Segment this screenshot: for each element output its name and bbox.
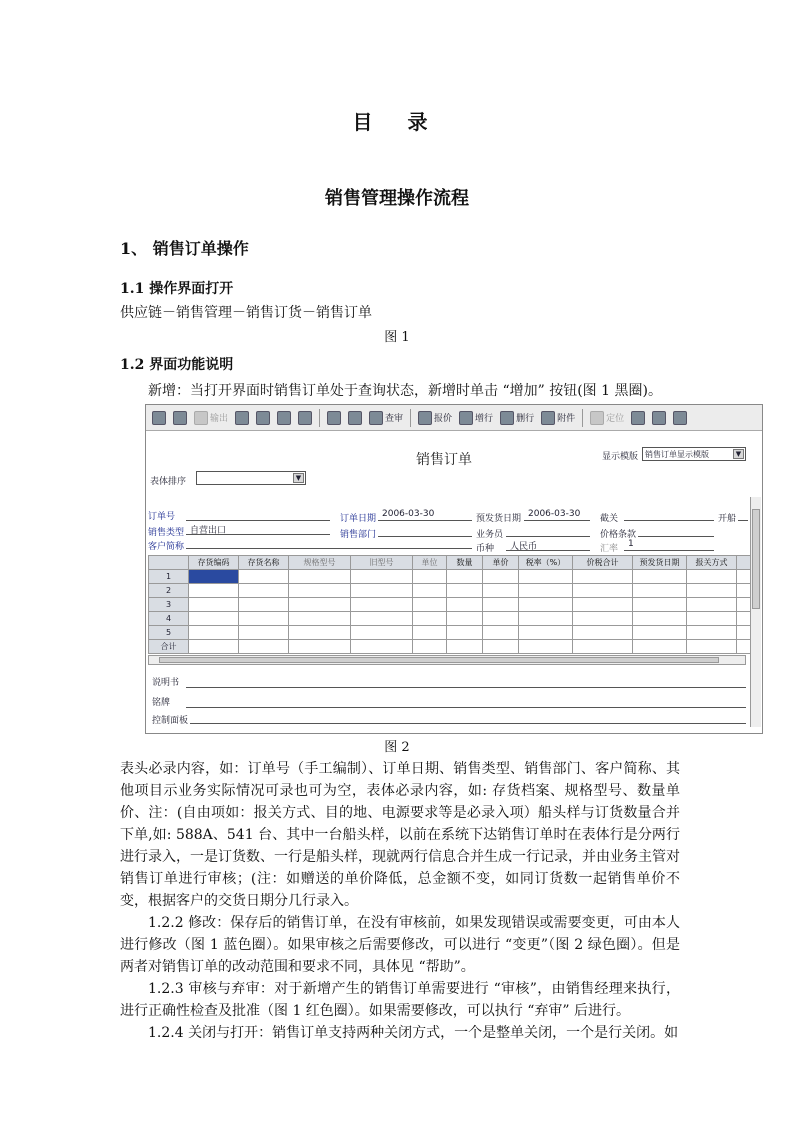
price-term-label: 价格条款 — [600, 530, 637, 540]
table-cell[interactable] — [447, 640, 483, 654]
table-cell[interactable] — [351, 570, 413, 584]
column-header[interactable]: 存货名称 — [239, 556, 289, 570]
abandon-icon[interactable] — [346, 409, 364, 427]
table-cell[interactable] — [189, 584, 239, 598]
column-header[interactable]: 预发货日期 — [633, 556, 687, 570]
order-no-field[interactable] — [186, 509, 330, 521]
table-header-row — [149, 556, 752, 570]
table-cell[interactable] — [289, 584, 351, 598]
order-lines-table — [148, 555, 752, 654]
query-icon — [369, 411, 383, 425]
table-cell[interactable] — [483, 598, 519, 612]
body-text — [120, 758, 680, 1044]
table-cell[interactable] — [413, 570, 447, 584]
table-cell[interactable] — [413, 626, 447, 640]
currency-label: 币种 — [476, 544, 495, 554]
table-cell[interactable] — [189, 570, 239, 584]
subsection-heading-1-1: 1.1 操作界面打开 — [120, 281, 234, 297]
nameplate-field-line — [186, 707, 746, 708]
toolbar-label: 报价 — [434, 414, 453, 424]
attachment-button[interactable] — [539, 409, 577, 427]
row-number: 2 — [149, 584, 189, 598]
chevron-down-icon[interactable]: ▼ — [733, 449, 744, 459]
save-icon[interactable] — [325, 409, 343, 427]
table-cell[interactable] — [573, 584, 633, 598]
export-button[interactable] — [192, 409, 230, 427]
delete-row-icon — [500, 411, 514, 425]
table-cell[interactable] — [289, 612, 351, 626]
column-header[interactable]: 数量 — [447, 556, 483, 570]
paragraph-audit: 1.2.3 审核与弃审：对于新增产生的销售订单需要进行 “审核”，由销售经理来执行，进行正确性检查及批准（图 1 红色圈）。如果需要修改，可以执行 “弃审” 后进行。 — [120, 981, 680, 1019]
exit-icon — [673, 411, 687, 425]
attachment-icon — [541, 411, 555, 425]
table-cell[interactable] — [573, 626, 633, 640]
display-template-select[interactable] — [642, 447, 746, 461]
column-header[interactable]: 旧型号 — [351, 556, 413, 570]
export-icon — [194, 411, 208, 425]
paragraph-modify: 1.2.2 修改：保存后的销售订单，在没有审核前，如果发现错误或需要变更，可由本人进行修改（图 1 蓝色圈）。如果审核之后需要修改，可以进行 “变更”（图 2 绿色圈）。但是两者对销售订单的改动范围和要求不同，具体见 “帮助”。 — [120, 915, 680, 975]
staff-label: 业务员 — [476, 530, 504, 540]
column-header[interactable]: 价税合计 — [573, 556, 633, 570]
toolbar-label: 删行 — [516, 414, 535, 424]
table-cell[interactable] — [687, 640, 737, 654]
currency-field[interactable]: 人民币 — [506, 539, 590, 551]
form-title: 销售订单 — [416, 452, 472, 468]
sales-type-field[interactable]: 自营出口 — [186, 523, 330, 535]
column-header[interactable]: 规格型号 — [289, 556, 351, 570]
toolbar-separator — [319, 409, 320, 427]
toc-title: 目 录 — [352, 110, 442, 134]
table-cell[interactable] — [633, 640, 687, 654]
table-cell[interactable] — [189, 640, 239, 654]
table-cell[interactable] — [239, 640, 289, 654]
price-button[interactable] — [416, 409, 454, 427]
table-cell[interactable] — [351, 584, 413, 598]
rate-label: 汇率 — [600, 544, 619, 554]
table-cell[interactable] — [239, 626, 289, 640]
add-row-icon — [459, 411, 473, 425]
manual-field-line — [186, 687, 746, 688]
scroll-thumb[interactable] — [159, 657, 719, 663]
table-cell[interactable] — [687, 626, 737, 640]
toolbar-label: 增行 — [475, 414, 494, 424]
grid-icon — [631, 411, 645, 425]
grid-icon[interactable] — [629, 409, 647, 427]
table-cell[interactable] — [447, 626, 483, 640]
table-row[interactable] — [149, 584, 752, 598]
column-header[interactable]: 报关方式 — [687, 556, 737, 570]
table-row[interactable] — [149, 612, 752, 626]
scroll-thumb[interactable] — [752, 509, 760, 609]
column-header[interactable]: 单位 — [413, 556, 447, 570]
copy-icon — [298, 411, 312, 425]
table-cell[interactable] — [519, 598, 573, 612]
table-cell[interactable] — [483, 570, 519, 584]
print-icon[interactable] — [150, 409, 168, 427]
table-cell[interactable] — [189, 612, 239, 626]
main-title: 销售管理操作流程 — [325, 188, 469, 209]
table-cell[interactable] — [687, 584, 737, 598]
table-cell[interactable] — [633, 598, 687, 612]
exit-icon[interactable] — [671, 409, 689, 427]
table-cell[interactable] — [239, 612, 289, 626]
sort-select[interactable] — [196, 471, 306, 485]
chevron-down-icon[interactable]: ▼ — [293, 473, 304, 483]
table-row[interactable] — [149, 570, 752, 584]
table-cell[interactable] — [351, 612, 413, 626]
table-cell[interactable] — [351, 626, 413, 640]
column-header[interactable]: 税率（%） — [519, 556, 573, 570]
table-cell[interactable] — [573, 570, 633, 584]
query-button[interactable] — [367, 409, 405, 427]
sail-field[interactable] — [738, 509, 748, 521]
dept-field[interactable] — [378, 525, 472, 537]
table-cell[interactable] — [239, 584, 289, 598]
display-template-value: 销售订单显示模版 — [645, 450, 709, 459]
toolbar-label: 附件 — [557, 414, 576, 424]
ship-date-field[interactable]: 2006-03-30 — [524, 509, 590, 521]
locate-icon — [590, 411, 604, 425]
table-cell[interactable] — [633, 626, 687, 640]
table-row[interactable] — [149, 640, 752, 654]
table-row[interactable] — [149, 626, 752, 640]
customs-label: 截关 — [600, 514, 619, 524]
delete-icon — [277, 411, 291, 425]
delete-icon[interactable] — [275, 409, 293, 427]
table-cell[interactable] — [289, 626, 351, 640]
dept-label: 销售部门 — [340, 530, 377, 540]
rate-field[interactable]: 1 — [624, 539, 714, 551]
row-number: 4 — [149, 612, 189, 626]
customer-field[interactable] — [186, 537, 472, 549]
abandon-icon — [348, 411, 362, 425]
figure-2-caption: 图 2 — [384, 740, 410, 755]
table-cell[interactable] — [189, 598, 239, 612]
table-cell[interactable] — [351, 598, 413, 612]
subsection-heading-1-2: 1.2 界面功能说明 — [120, 357, 234, 373]
table-cell[interactable] — [289, 570, 351, 584]
toolbar-label: 定位 — [606, 414, 625, 424]
sales-type-label: 销售类型 — [148, 528, 185, 538]
table-cell[interactable] — [573, 598, 633, 612]
table-cell[interactable] — [447, 598, 483, 612]
price-icon — [418, 411, 432, 425]
locate-button[interactable] — [588, 409, 626, 427]
toolbar-separator — [410, 409, 411, 427]
preview-icon[interactable] — [171, 409, 189, 427]
help-icon — [652, 411, 666, 425]
row-number: 合计 — [149, 640, 189, 654]
control-panel-label: 控制面板 — [152, 716, 189, 726]
intro-paragraph: 新增：当打开界面时销售订单处于查询状态，新增时单击 “增加” 按钮(图 1 黑圈)。 — [148, 383, 662, 399]
edit-icon — [256, 411, 270, 425]
customer-label: 客户简称 — [148, 542, 185, 552]
table-cell[interactable] — [519, 612, 573, 626]
row-number: 1 — [149, 570, 189, 584]
toolbar — [146, 405, 762, 431]
table-cell[interactable] — [413, 612, 447, 626]
edit-icon[interactable] — [254, 409, 272, 427]
section-heading: 1、 销售订单操作 — [120, 239, 249, 258]
table-cell[interactable] — [239, 598, 289, 612]
table-cell[interactable] — [413, 640, 447, 654]
table-cell[interactable] — [483, 584, 519, 598]
table-cell[interactable] — [289, 598, 351, 612]
table-cell[interactable] — [519, 626, 573, 640]
table-cell[interactable] — [239, 570, 289, 584]
manual-label: 说明书 — [152, 678, 180, 688]
table-cell[interactable] — [413, 584, 447, 598]
table-cell[interactable] — [519, 570, 573, 584]
table-cell[interactable] — [633, 584, 687, 598]
copy-icon[interactable] — [296, 409, 314, 427]
delete-row-button[interactable] — [498, 409, 536, 427]
table-cell[interactable] — [351, 640, 413, 654]
add-row-button[interactable] — [457, 409, 495, 427]
table-cell[interactable] — [573, 612, 633, 626]
order-date-label: 订单日期 — [340, 514, 377, 524]
figure-1-caption: 图 1 — [384, 330, 410, 345]
row-number: 3 — [149, 598, 189, 612]
order-date-field[interactable]: 2006-03-30 — [378, 509, 472, 521]
toolbar-label: 输出 — [210, 414, 229, 424]
table-cell[interactable] — [189, 626, 239, 640]
add-icon[interactable] — [233, 409, 251, 427]
toolbar-separator — [582, 409, 583, 427]
table-cell[interactable] — [573, 640, 633, 654]
order-no-label: 订单号 — [148, 512, 176, 522]
table-row[interactable] — [149, 598, 752, 612]
menu-path: 供应链－销售管理－销售订货－销售订单 — [120, 305, 372, 321]
column-header[interactable]: 单价 — [483, 556, 519, 570]
toolbar-label: 查审 — [385, 414, 404, 424]
table-cell[interactable] — [483, 612, 519, 626]
table-cell[interactable] — [519, 584, 573, 598]
paragraph-required-fields: 表头必录内容，如：订单号（手工编制）、订单日期、销售类型、销售部门、客户简称、其他项目示业务实际情况可录也可为空，表体必录内容，如: 存货档案、规格型号、数量单价、注：(自由项如：报关方式、目的地、电源要求等是必录入项）船头样与订货数量合并下单,如: 588A、541 台、其中一台船头样，以前在系统下达销售订单时在表体行是分两行进行录入，一是订货数、一行是船头样，现就两行信息合并生成一行记录，并由业务主管对销售订单进行审核；(注：如赠送的单价降低，总金额不变，如同订货数一起销售单价不变，根据客户的交货日期分几行录入。 — [120, 761, 680, 909]
ship-date-label: 预发货日期 — [476, 514, 522, 524]
customs-field[interactable] — [624, 509, 714, 521]
table-cell[interactable] — [687, 612, 737, 626]
preview-icon — [173, 411, 187, 425]
table-cell[interactable] — [447, 570, 483, 584]
table-cell[interactable] — [289, 640, 351, 654]
save-icon — [327, 411, 341, 425]
print-icon — [152, 411, 166, 425]
table-cell[interactable] — [519, 640, 573, 654]
row-number-header — [149, 556, 189, 570]
help-icon[interactable] — [650, 409, 668, 427]
column-header[interactable]: 存货编码 — [189, 556, 239, 570]
add-icon — [235, 411, 249, 425]
table-cell[interactable] — [633, 612, 687, 626]
display-template-label: 显示模版 — [602, 452, 639, 462]
table-cell[interactable] — [633, 570, 687, 584]
table-cell[interactable] — [687, 570, 737, 584]
vertical-scrollbar[interactable] — [750, 497, 761, 727]
staff-field[interactable] — [506, 525, 590, 537]
nameplate-label: 铭牌 — [152, 698, 171, 708]
table-cell[interactable] — [447, 612, 483, 626]
table-cell[interactable] — [687, 598, 737, 612]
price-term-field[interactable] — [638, 525, 714, 537]
table-cell[interactable] — [483, 640, 519, 654]
horizontal-scrollbar[interactable] — [148, 655, 746, 665]
sales-order-screenshot — [145, 404, 763, 734]
sort-label: 表体排序 — [150, 477, 187, 487]
table-cell[interactable] — [483, 626, 519, 640]
table-cell[interactable] — [413, 598, 447, 612]
row-number: 5 — [149, 626, 189, 640]
table-cell[interactable] — [447, 584, 483, 598]
paragraph-close-open: 1.2.4 关闭与打开：销售订单支持两种关闭方式，一个是整单关闭，一个是行关闭。如 — [148, 1025, 679, 1041]
control-panel-field-line — [190, 723, 746, 724]
sail-label: 开船 — [718, 514, 737, 524]
